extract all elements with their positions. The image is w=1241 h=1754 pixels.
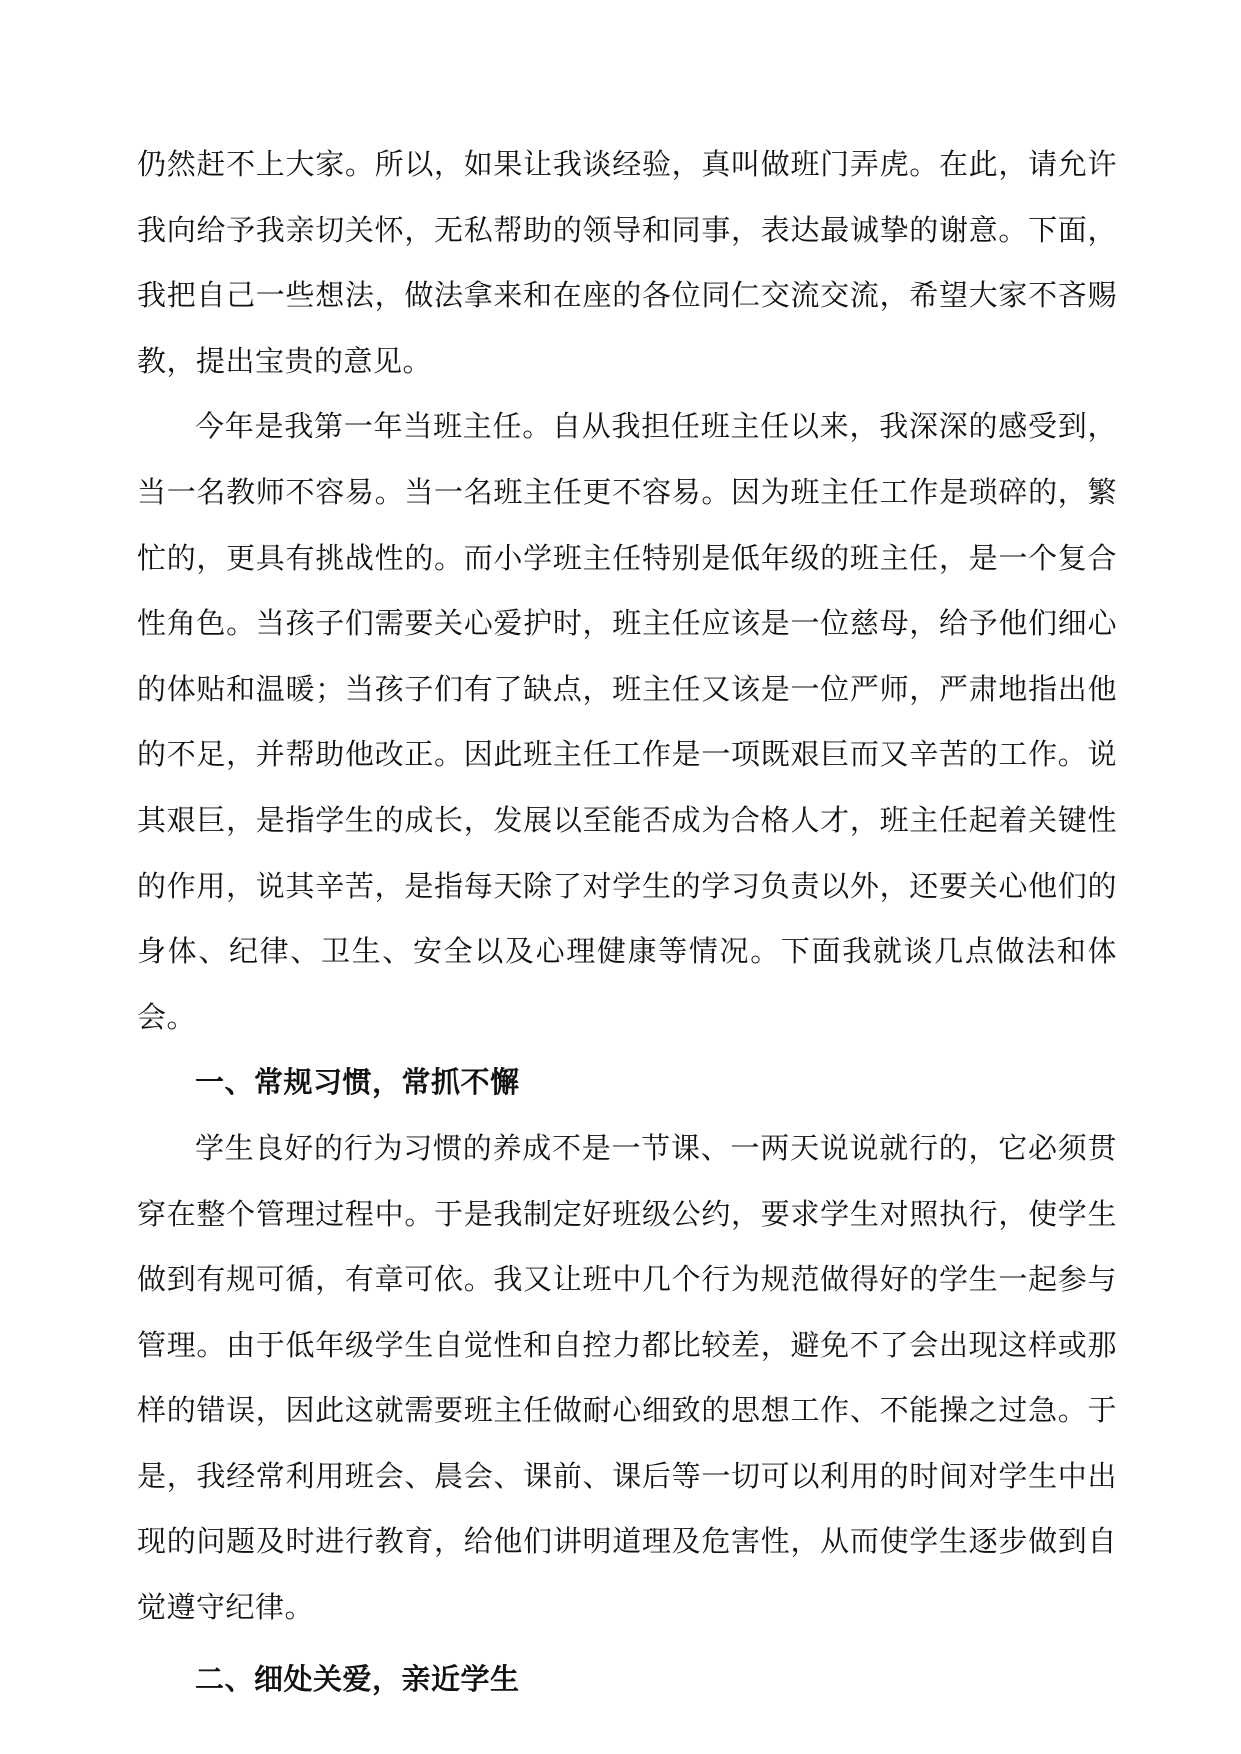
paragraph-intro-continued: 仍然赶不上大家。所以，如果让我谈经验，真叫做班门弄虎。在此，请允许我向给予我亲切关怀，无私帮助的领导和同事，表达最诚挚的谢意。下面，我把自己一些想法，做法拿来和在座的各位同仁交流交流，希望大家不吝赐教，提出宝贵的意见。 bbox=[137, 147, 1117, 378]
document-page bbox=[137, 132, 1117, 1712]
paragraph-habits: 学生良好的行为习惯的养成不是一节课、一两天说说就行的，它必须贯穿在整个管理过程中。于是我制定好班级公约，要求学生对照执行，使学生做到有规可循，有章可依。我又让班中几个行为规范做得好的学生一起参与管理。由于低年级学生自觉性和自控力都比较差，避免不了会出现这样或那样的错误，因此这就需要班主任做耐心细致的思想工作、不能操之过急。于是，我经常利用班会、晨会、课前、课后等一切可以利用的时间对学生中出现的问题及时进行教育，给他们讲明道理及危害性，从而使学生逐步做到自觉遵守纪律。 bbox=[137, 1130, 1117, 1625]
paragraph-first-year: 今年是我第一年当班主任。自从我担任班主任以来，我深深的感受到，当一名教师不容易。当一名班主任更不容易。因为班主任工作是琐碎的，繁忙的，更具有挑战性的。而小学班主任特别是低年级的班主任，是一个复合性角色。当孩子们需要关心爱护时，班主任应该是一位慈母，给予他们细心的体贴和温暖；当孩子们有了缺点，班主任又该是一位严师，严肃地指出他的不足，并帮助他改正。因此班主任工作是一项既艰巨而又辛苦的工作。说其艰巨，是指学生的成长，发展以至能否成为合格人才，班主任起着关键性的作用，说其辛苦，是指每天除了对学生的学习负责以外，还要关心他们的身体、纪律、卫生、安全以及心理健康等情况。下面我就谈几点做法和体会。 bbox=[137, 409, 1117, 1034]
section-heading-1: 一、常规习惯，常抓不懈 bbox=[195, 1065, 520, 1100]
section-heading-2: 二、细处关爱，亲近学生 bbox=[195, 1661, 520, 1696]
